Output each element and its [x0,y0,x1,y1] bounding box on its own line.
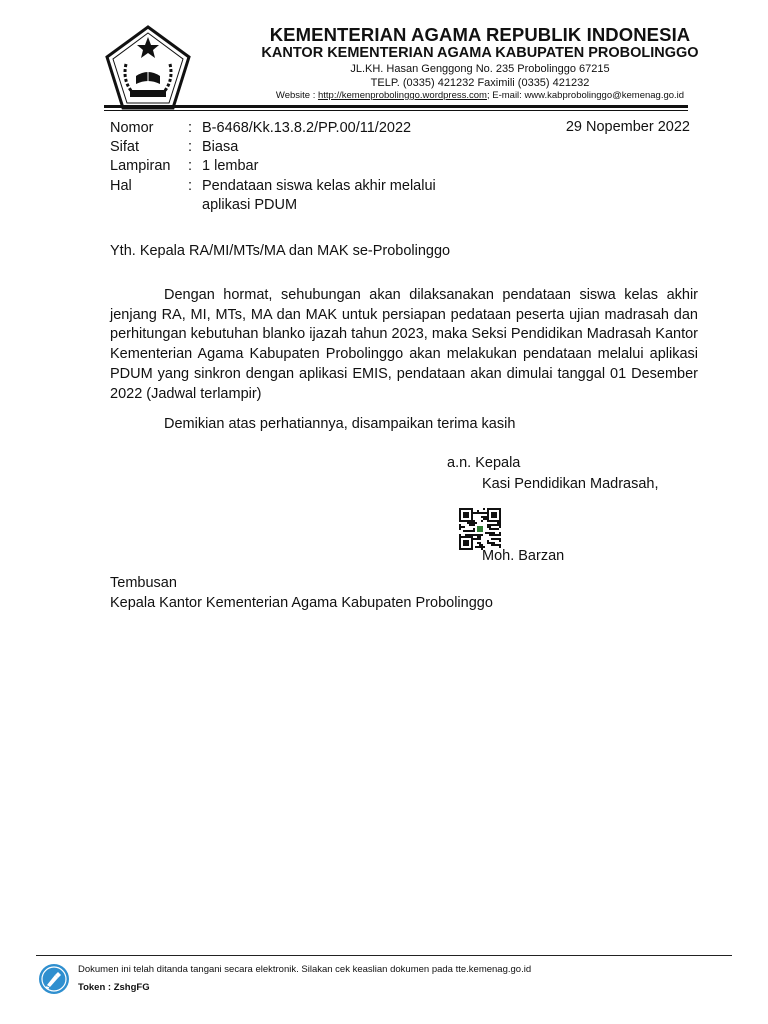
lampiran-colon: : [188,158,193,174]
sifat-colon: : [188,139,193,155]
website-link[interactable]: http://kemenprobolinggo.wordpress.com [317,90,487,101]
nomor-value: B-6468/Kk.13.8.2/PP.00/11/2022 [202,120,412,136]
letterhead-rule-thin [104,110,688,111]
hal-value-line1: Pendataan siswa kelas akhir melalui [202,178,436,194]
website-label: Website : [275,90,318,101]
recipient: Yth. Kepala RA/MI/MTs/MA dan MAK se-Probolinggo [110,243,451,259]
qr-code-icon [459,508,501,550]
hal-label: Hal [110,178,132,194]
cc-label: Tembusan [110,575,177,591]
hal-colon: : [188,178,193,194]
signer-name: Moh. Barzan [482,548,565,564]
office-address: JL.KH. Hasan Genggong No. 235 Probolinggo 67215 [350,63,610,75]
office-phone: TELP. (0335) 421232 Faximili (0335) 421232 [370,77,590,89]
on-behalf-line: a.n. Kepala [447,455,521,471]
kemenag-logo-icon [104,24,192,112]
letter-date: 29 Nopember 2022 [565,119,690,135]
email-text: ; E-mail: www.kabprobolinggo@kemenag.go.id [486,90,685,101]
letterhead-rule-thick [104,105,688,108]
sifat-label: Sifat [110,139,140,155]
hal-value-line2: aplikasi PDUM [202,197,298,213]
cc-item: Kepala Kantor Kementerian Agama Kabupaten Probolinggo [110,595,493,611]
closing-line: Demikian atas perhatiannya, disampaikan terima kasih [164,416,516,432]
lampiran-label: Lampiran [110,158,171,174]
nomor-label: Nomor [110,120,154,136]
office-name: KANTOR KEMENTERIAN AGAMA KABUPATEN PROBOLINGGO [261,45,699,61]
nomor-colon: : [188,120,193,136]
lampiran-value: 1 lembar [202,158,259,174]
bsre-signature-icon [38,963,70,995]
verification-token: Token : ZshgFG [78,982,150,993]
ministry-name: KEMENTERIAN AGAMA REPUBLIK INDONESIA [269,24,691,45]
office-contact [200,90,760,101]
e-signature-note: Dokumen ini telah ditanda tangani secara elektronik. Silakan cek keaslian dokumen pada tte.kemenag.go.id [78,964,532,975]
footer-rule [36,955,732,956]
body-paragraph: Dengan hormat, sehubungan akan dilaksanakan pendataan siswa kelas akhir jenjang RA, MI, MTs, MA dan MAK untuk persiapan pedataan peserta ujian madrasah dan perhitungan kebutuhan blanko ijazah tahun 2023, maka Seksi Pendidikan Madrasah Kantor Kementerian Agama Kabupaten Probolinggo akan melakukan pendataan melalui aplikasi PDUM yang sinkron dengan aplikasi EMIS, pendataan akan dimulai tanggal 01 Desember 2022 (Jadwal terlampir) [110,287,698,402]
signer-position: Kasi Pendidikan Madrasah, [482,476,659,492]
sifat-value: Biasa [202,139,239,155]
